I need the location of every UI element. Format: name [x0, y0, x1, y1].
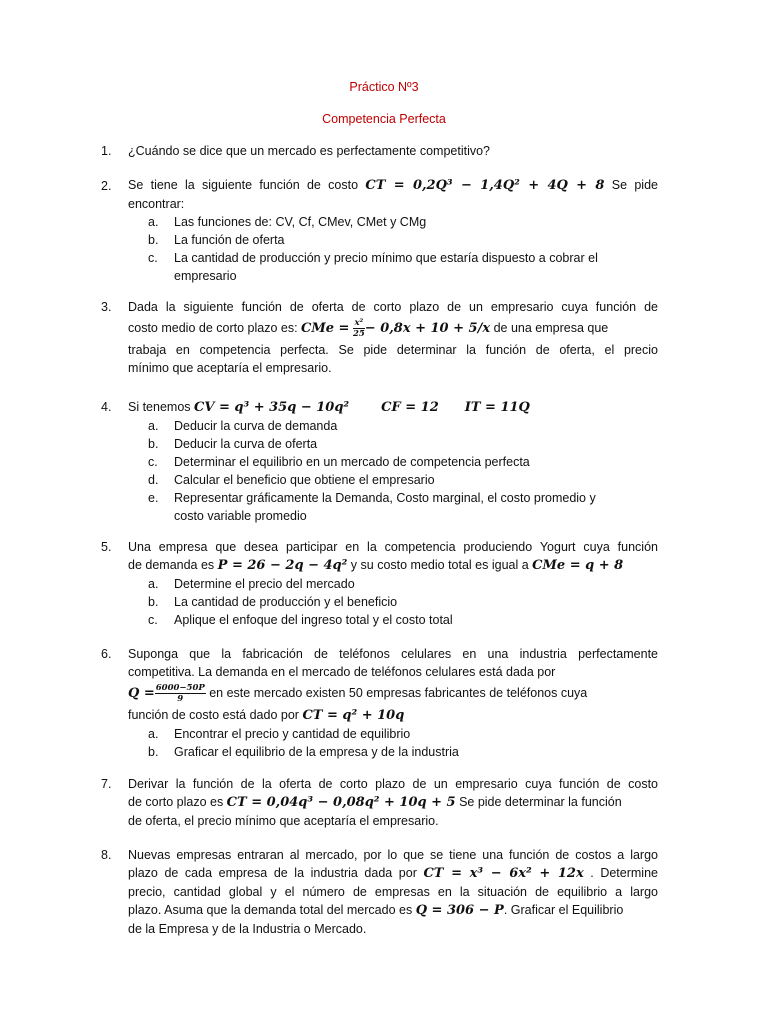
list-item: Las funciones de: CV, Cf, CMev, CMet y CMg	[174, 215, 427, 229]
question-text: competitiva. La demanda en el mercado de teléfonos celulares está dada por	[128, 665, 556, 679]
question-6	[101, 645, 658, 761]
question-text: de una empresa que	[490, 321, 609, 335]
list-item: Determine el precio del mercado	[174, 577, 355, 591]
list-item: La función de oferta	[174, 233, 285, 247]
it-formula: IT = 11Q	[464, 400, 530, 415]
question-8	[101, 846, 658, 938]
item-letter: c.	[148, 251, 158, 265]
question-text: plazo de cada empresa de la industria dada por	[128, 866, 424, 880]
cost-formula: CT = q² + 10q	[302, 708, 405, 723]
question-text: en este mercado existen 50 empresas fabricantes de teléfonos cuya	[205, 686, 588, 700]
question-text: plazo. Asuma que la demanda total del mercado es	[128, 903, 416, 917]
question-text: Se tiene la siguiente función de costo	[128, 178, 366, 192]
question-5	[101, 538, 658, 629]
question-text: . Determine	[583, 866, 658, 880]
list-item: Determinar el equilibrio en un mercado de competencia perfecta	[174, 455, 530, 469]
question-number: 6.	[101, 647, 112, 661]
fraction-denominator: 25	[352, 329, 365, 340]
cost-formula: CT = x³ − 6x² + 12x	[423, 866, 584, 881]
question-text: costo medio de corto plazo es:	[128, 321, 302, 335]
list-item: empresario	[174, 269, 237, 283]
question-1	[101, 142, 658, 160]
question-text: Dada la siguiente función de oferta de corto plazo de un empresario cuya función de	[128, 300, 658, 314]
question-text: Nuevas empresas entraran al mercado, por lo que se tiene una función de costos a largo	[128, 848, 658, 862]
question-text: encontrar:	[128, 197, 185, 211]
fraction	[155, 683, 206, 704]
question-4	[101, 398, 658, 525]
question-text: de la Empresa y de la Industria o Mercado.	[128, 922, 367, 936]
question-number: 7.	[101, 777, 112, 791]
page-title: Práctico Nº3	[349, 80, 419, 94]
question-text: Suponga que la fabricación de teléfonos celulares en una industria perfectamente	[128, 647, 658, 661]
item-letter: a.	[148, 577, 159, 591]
fraction	[353, 318, 365, 339]
cme-formula: CMe = q + 8	[532, 558, 624, 573]
question-number: 1.	[101, 144, 112, 158]
item-letter: a.	[148, 727, 159, 741]
list-item: Encontrar el precio y cantidad de equilibrio	[174, 727, 411, 741]
item-letter: c.	[148, 613, 158, 627]
item-letter: a.	[148, 215, 159, 229]
question-number: 8.	[101, 848, 112, 862]
demand-formula: Q = 306 − P	[415, 903, 504, 918]
question-text: de demanda es	[128, 558, 218, 572]
question-number: 4.	[101, 400, 112, 414]
question-3	[101, 298, 658, 377]
list-item: La cantidad de producción y el beneficio	[174, 595, 398, 609]
list-item: La cantidad de producción y precio mínimo que estaría dispuesto a cobrar el	[174, 251, 598, 265]
question-2	[101, 176, 658, 285]
list-item: Deducir la curva de demanda	[174, 419, 338, 433]
demand-formula: P = 26 − 2q − 4q²	[217, 558, 348, 573]
question-text: ¿Cuándo se dice que un mercado es perfectamente competitivo?	[128, 144, 491, 158]
question-text: precio, cantidad global y el número de empresas en la situación de equilibrio a largo	[128, 885, 658, 899]
formula-lhs: Q =	[128, 686, 155, 701]
item-letter: b.	[148, 595, 159, 609]
item-letter: e.	[148, 491, 159, 505]
question-text: trabaja en competencia perfecta. Se pide determinar la función de oferta, el precio	[128, 343, 658, 357]
question-text: de oferta, el precio mínimo que aceptaría el empresario.	[128, 814, 439, 828]
question-text: Si tenemos	[128, 400, 195, 414]
question-text: función de costo está dado por	[128, 708, 303, 722]
formula-rest: − 0,8x + 10 + 5/x	[364, 321, 491, 336]
list-item: Calcular el beneficio que obtiene el empresario	[174, 473, 435, 487]
question-text: Derivar la función de la oferta de corto plazo de un empresario cuya función de costo	[128, 777, 658, 791]
list-item: Deducir la curva de oferta	[174, 437, 318, 451]
cost-formula: CT = 0,2Q³ − 1,4Q² + 4Q + 8	[365, 178, 605, 193]
list-item: Aplique el enfoque del ingreso total y el costo total	[174, 613, 453, 627]
cv-formula: CV = q³ + 35q − 10q²	[194, 400, 350, 415]
question-number: 3.	[101, 300, 112, 314]
question-text: . Graficar el Equilibrio	[503, 903, 624, 917]
item-letter: b.	[148, 745, 159, 759]
question-text: Se pide determinar la función	[455, 795, 622, 809]
list-item: costo variable promedio	[174, 509, 307, 523]
list-item: Representar gráficamente la Demanda, Costo marginal, el costo promedio y	[174, 491, 596, 505]
question-text: y su costo medio total es igual a	[347, 558, 533, 572]
question-text: Se pide	[604, 178, 658, 192]
item-letter: c.	[148, 455, 158, 469]
fraction-numerator: 6000−50P	[155, 683, 205, 694]
item-letter: b.	[148, 437, 159, 451]
item-letter: d.	[148, 473, 159, 487]
question-number: 2.	[101, 179, 112, 193]
fraction-numerator: x²	[354, 318, 364, 329]
question-text: Una empresa que desea participar en la competencia produciendo Yogurt cuya función	[128, 540, 658, 554]
cf-formula: CF = 12	[381, 400, 439, 415]
list-item: Graficar el equilibrio de la empresa y de la industria	[174, 745, 459, 759]
page-subtitle: Competencia Perfecta	[322, 112, 446, 126]
cost-formula: CT = 0,04q³ − 0,08q² + 10q + 5	[226, 795, 456, 810]
question-7	[101, 775, 658, 830]
item-letter: b.	[148, 233, 159, 247]
question-text: de corto plazo es	[128, 795, 227, 809]
formula-lhs: CMe =	[301, 321, 350, 336]
question-text: mínimo que aceptaría el empresario.	[128, 361, 332, 375]
fraction-denominator: 9	[177, 694, 184, 705]
item-letter: a.	[148, 419, 159, 433]
question-number: 5.	[101, 540, 112, 554]
